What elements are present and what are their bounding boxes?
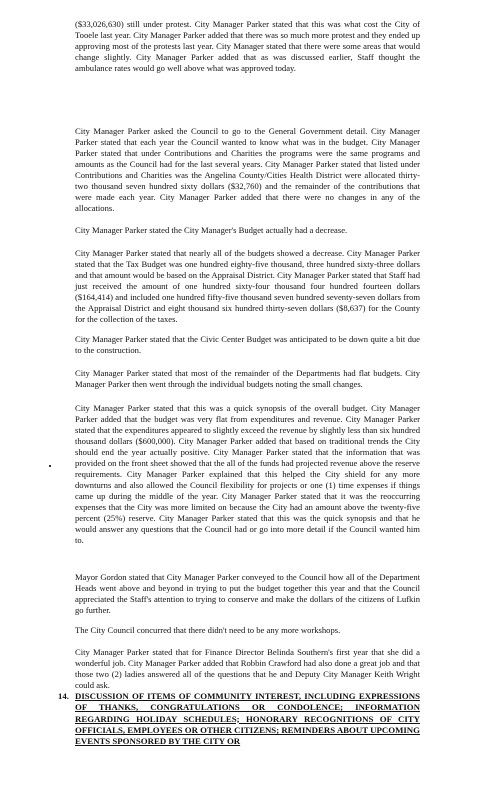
paragraph-city-manager-budget: City Manager Parker stated the City Manager's Budget actually had a decrease. (75, 224, 348, 235)
paragraph-flat-budgets: City Manager Parker stated that most of the remainder of the Departments had flat budgets. City Manager Parker then went through the individual budgets noting the small changes. (75, 367, 420, 389)
paragraph-civic-center-budget: City Manager Parker stated that the Civic Center Budget was anticipated to be down quite a bit due to the construction. (75, 333, 420, 355)
agenda-item-heading: DISCUSSION OF ITEMS OF COMMUNITY INTEREST, INCLUDING EXPRESSIONS OF THANKS, CONGRATULATIONS OR CONDOLENCE; INFORMATION REGARDING HOLIDAY SCHEDULES; HONORARY RECOGNITIONS OF CITY OFFICIALS, EMPLOYEES OR OTHER CITIZENS; REMINDERS ABOUT UPCOMING EVENTS SPONSORED BY THE CITY OR (75, 691, 420, 747)
margin-mark (49, 465, 51, 467)
paragraph-tax-protest: ($33,026,630) still under protest. City Manager Parker stated that this was what cost the City of Tooele last year. City Manager Parker added that there was so much more protest and they ended up approving most of the protests last year. City Manager stated that there were some areas that would change slightly. City Manager Parker added that as was discussed earlier, Staff thought the ambulance rates would go well above what was approved today. (75, 18, 420, 73)
paragraph-no-workshops: The City Council concurred that there didn't need to be any more workshops. (75, 624, 341, 635)
paragraph-budget-synopsis: City Manager Parker stated that this was a quick synopsis of the overall budget. City Manager Parker added that the budget was very flat from expenditures and revenue. City Manager Parker stated that the expenditures appeared to slightly exceed the revenue by slightly less than six hundred thousand dollars ($600,000). City Manager Parker added that based on traditional trends the City should end the year actually positive. City Manager Parker stated that the information that was provided on the front sheet showed that the all of the funds had projected revenue above the reserve requirements. City Manager Parker explained that this helped the City shield for any more downturns and also allowed the Council flexibility for projects or one (1) time expenses if things came up during the middle of the year. City Manager Parker stated that it was the reoccurring expenses that the City was more limited on because the City had an amount above the twenty-five percent (25%) reserve. City Manager Parker stated that this was the quick synopsis and that he would answer any questions that the Council had or go into more detail if the Council wanted him to. (75, 402, 420, 545)
paragraph-general-government: City Manager Parker asked the Council to go to the General Government detail. City Manager Parker stated that each year the Council wanted to know what was in the budget. City Manager Parker stated that under Contributions and Charities the programs were the same programs and amounts as the Council had for the last several years. City Manager Parker stated that listed under Contributions and Charities was the Angelina County/Cities Health District were allocated thirty-two thousand seven hundred sixty dollars ($32,760) and the remainder of the contributions that were made each year. City Manager Parker added that there were no changes in any of the allocations. (75, 125, 420, 213)
agenda-item-number: 14. (58, 691, 69, 701)
paragraph-finance-director: City Manager Parker stated that for Finance Director Belinda Southern's first year that she did a wonderful job. City Manager Parker added that Robbin Crawford had also done a great job and that those two (2) ladies answered all of the questions that he and Deputy City Manager Keith Wright could ask. (75, 646, 420, 690)
paragraph-mayor-gordon: Mayor Gordon stated that City Manager Parker conveyed to the Council how all of the Department Heads went above and beyond in trying to put the budget together this year and that the Council appreciated the Staff's attention to trying to conserve and make the dollars of the citizens of Lufkin go further. (75, 571, 420, 615)
paragraph-tax-budget: City Manager Parker stated that nearly all of the budgets showed a decrease. City Manager Parker stated that the Tax Budget was one hundred eighty-five thousand, three hundred sixty-three dollars and that amount would be based on the Appraisal District. City Manager Parker stated that Staff had just received the amount of one hundred sixty-four thousand four hundred fourteen dollars ($164,414) and included one hundred fifty-five thousand seven hundred seventy-seven dollars from the Appraisal District and eight thousand six hundred thirty-seven dollars ($8,637) for the County for the collection of the taxes. (75, 247, 420, 324)
